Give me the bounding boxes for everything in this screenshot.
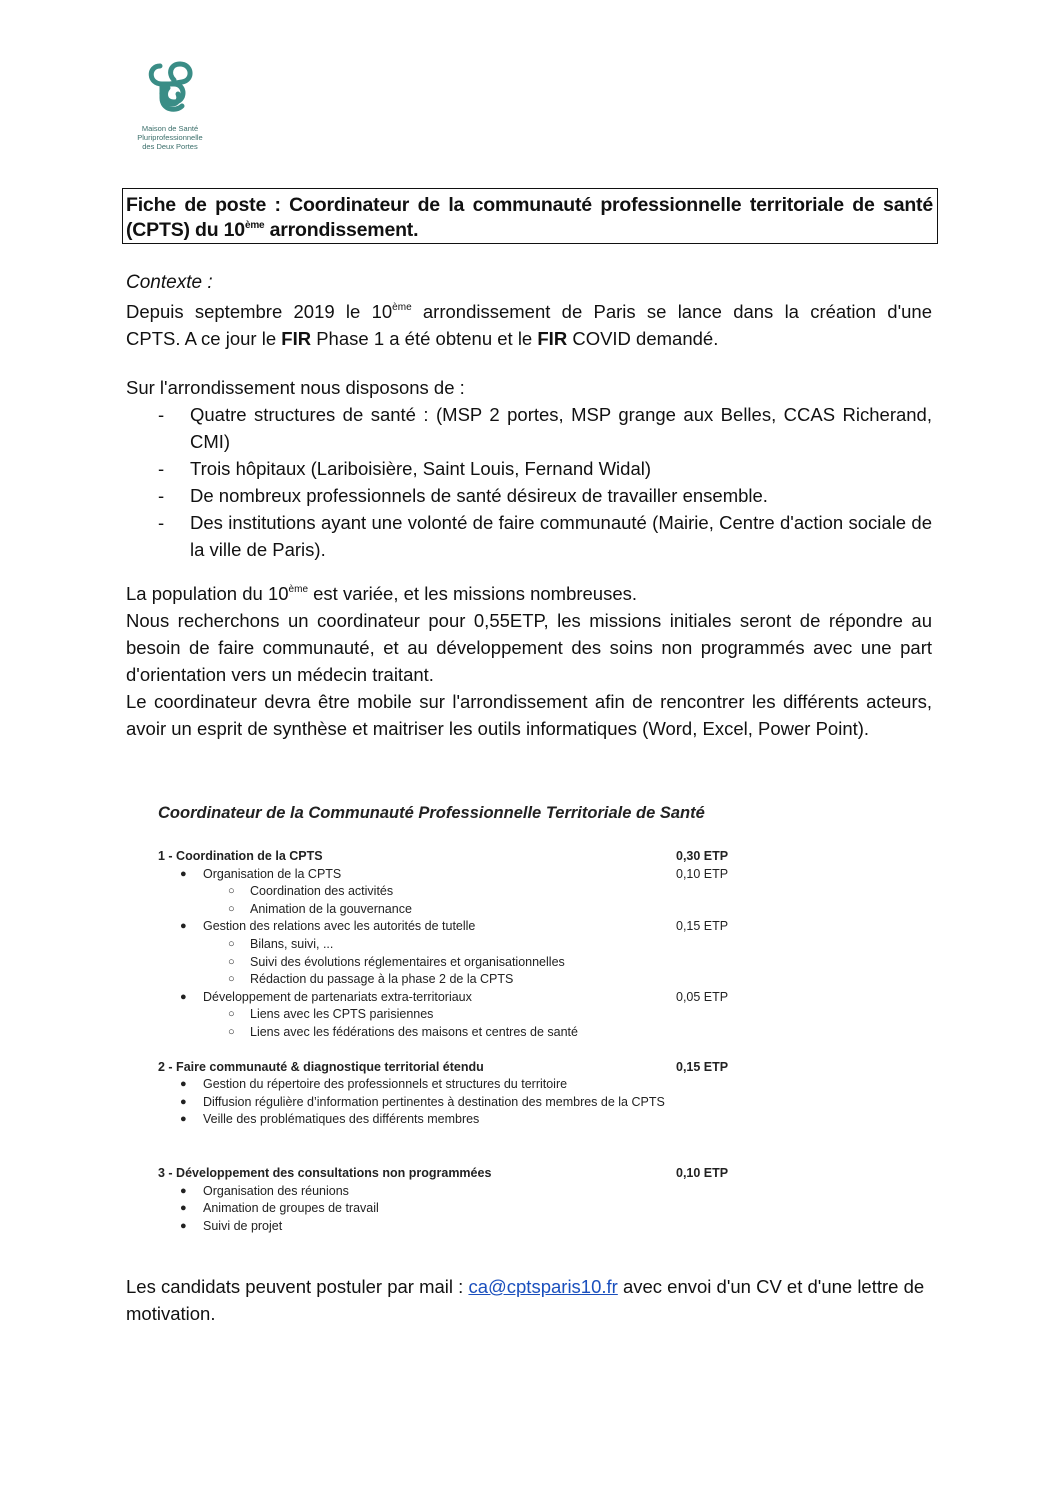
bullet-icon: ● xyxy=(180,1113,187,1126)
logo-caption-line: des Deux Portes xyxy=(142,142,198,151)
item-label: Organisation de la CPTS xyxy=(203,866,342,881)
application-text: avec envoi d'un CV et d'une lettre de motivation. xyxy=(126,1276,925,1324)
list-item-text: Des institutions ayant une volonté de faire communauté (Mairie, Centre d'action sociale de la ville de Paris). xyxy=(190,512,932,560)
item-label: Développement de partenariats extra-territoriaux xyxy=(203,989,472,1004)
population-text: La population du 10 xyxy=(126,583,289,604)
bullet-icon: ● xyxy=(180,1078,187,1091)
item-label: Suivi de projet xyxy=(203,1218,283,1233)
intro-text: Depuis septembre 2019 le 10 xyxy=(126,301,393,322)
bullet-icon: ● xyxy=(180,1095,187,1108)
bullet-icon: ● xyxy=(180,1184,187,1197)
etp-table xyxy=(158,848,738,1235)
subitem-label: Bilans, suivi, ... xyxy=(250,936,334,951)
subitem-row xyxy=(158,883,738,901)
item-row xyxy=(158,1200,738,1218)
subitem-row xyxy=(158,1006,738,1024)
item-etp: 0,05 ETP xyxy=(676,989,729,1004)
item-row xyxy=(158,1094,738,1112)
bullet-icon: ● xyxy=(180,867,187,880)
double-loop-logo-icon xyxy=(140,58,206,118)
subitem-label: Liens avec les CPTS parisiennes xyxy=(250,1007,434,1022)
list-item xyxy=(126,482,932,509)
dash-marker: - xyxy=(158,485,165,506)
dash-marker: - xyxy=(158,458,165,479)
intro-text: COVID demandé. xyxy=(567,328,719,349)
subitem-label: Suivi des évolutions réglementaires et organisationnelles xyxy=(250,954,565,969)
job-title-suffix: arrondissement. xyxy=(264,219,419,241)
intro-line-2 xyxy=(126,325,932,352)
section-label: 3 - Développement des consultations non programmées xyxy=(158,1165,492,1180)
item-etp: 0,15 ETP xyxy=(676,919,729,934)
intro-text: CPTS. A ce jour le xyxy=(126,328,282,349)
fir-abbr: FIR xyxy=(537,328,568,349)
structures-section xyxy=(126,374,932,563)
email-link[interactable]: ca@cptsparis10.fr xyxy=(468,1276,618,1297)
circle-bullet-icon: ○ xyxy=(228,885,235,898)
section-row xyxy=(158,1165,738,1183)
superscript: ème xyxy=(392,302,412,313)
circle-bullet-icon: ○ xyxy=(228,1025,235,1038)
section-label: 1 - Coordination de la CPTS xyxy=(158,849,323,863)
bullet-icon: ● xyxy=(180,920,187,933)
logo-caption xyxy=(128,124,212,151)
item-row xyxy=(158,1183,738,1201)
item-label: Veille des problématiques des différents membres xyxy=(203,1112,480,1127)
subitem-label: Liens avec les fédérations des maisons et centres de santé xyxy=(250,1024,578,1039)
mission-paragraph xyxy=(126,580,932,742)
application-note xyxy=(126,1273,932,1327)
subitem-row xyxy=(158,954,738,972)
circle-bullet-icon: ○ xyxy=(228,973,235,986)
dash-marker: - xyxy=(158,512,165,533)
list-intro: Sur l'arrondissement nous disposons de : xyxy=(126,377,465,398)
subitem-row xyxy=(158,971,738,989)
subitem-label: Rédaction du passage à la phase 2 de la CPTS xyxy=(250,972,514,987)
intro-line-1 xyxy=(126,298,932,325)
logo xyxy=(136,58,212,118)
subitem-label: Coordination des activités xyxy=(250,884,394,899)
item-label: Gestion du répertoire des professionnels et structures du territoire xyxy=(203,1077,568,1092)
spacer xyxy=(158,1042,738,1059)
circle-bullet-icon: ○ xyxy=(228,1008,235,1021)
subitem-label: Animation de la gouvernance xyxy=(250,901,412,916)
population-line xyxy=(126,580,932,607)
item-label: Organisation des réunions xyxy=(203,1183,349,1198)
item-label: Diffusion régulière d’information pertinentes à destination des membres de la CPTS xyxy=(203,1094,665,1109)
circle-bullet-icon: ○ xyxy=(228,937,235,950)
circle-bullet-icon: ○ xyxy=(228,902,235,915)
item-row xyxy=(158,1111,738,1129)
section-label: 2 - Faire communauté & diagnostique territorial étendu xyxy=(158,1059,484,1074)
subitem-row xyxy=(158,901,738,919)
item-row xyxy=(158,918,738,936)
section-etp: 0,15 ETP xyxy=(676,1059,729,1074)
section-row xyxy=(158,848,738,866)
list-item xyxy=(126,401,932,455)
list-item xyxy=(126,509,932,563)
intro-text: arrondissement de Paris se lance dans la création d'une xyxy=(411,301,932,322)
job-title-box xyxy=(122,188,938,244)
recruit-text: Nous recherchons un coordinateur pour 0,55ETP, les missions initiales seront de répondre au besoin de faire communauté, et au développement des soins non programmés avec une part d'orientation vers un médecin traitant. xyxy=(126,610,932,685)
subitem-row xyxy=(158,1024,738,1042)
logo-caption-line: Pluriprofessionnelle xyxy=(137,133,203,142)
intro-paragraph xyxy=(126,298,932,352)
dash-marker: - xyxy=(158,404,165,425)
list-item-text: Trois hôpitaux (Lariboisière, Saint Louis, Fernand Widal) xyxy=(190,458,652,479)
application-text: Les candidats peuvent postuler par mail : xyxy=(126,1276,469,1297)
list-item-text: Quatre structures de santé : (MSP 2 portes, MSP grange aux Belles, CCAS Richerand, CMI) xyxy=(190,404,932,452)
item-label: Gestion des relations avec les autorités de tutelle xyxy=(203,919,476,934)
section-row xyxy=(158,1059,738,1077)
bullet-icon: ● xyxy=(180,990,187,1003)
fir-abbr: FIR xyxy=(281,328,312,349)
logo-caption-line: Maison de Santé xyxy=(141,124,199,133)
intro-text: Phase 1 a été obtenu et le xyxy=(311,328,538,349)
item-row xyxy=(158,1076,738,1094)
title-superscript: ème xyxy=(244,220,265,231)
item-row xyxy=(158,1218,738,1236)
mobility-text: Le coordinateur devra être mobile sur l'arrondissement afin de rencontrer les différents acteurs, avoir un esprit de synthèse et maitriser les outils informatiques (Word, Excel, Power Point). xyxy=(126,691,932,739)
list-item-text: De nombreux professionnels de santé désireux de travailler ensemble. xyxy=(190,485,768,506)
spacer xyxy=(158,1129,738,1165)
population-text: est variée, et les missions nombreuses. xyxy=(308,583,638,604)
contexte-heading: Contexte : xyxy=(126,272,213,293)
item-row xyxy=(158,866,738,884)
structures-list xyxy=(126,401,932,563)
job-title-text: Fiche de poste : Coordinateur de la communauté professionnelle territoriale de santé (CPTS) du 10 xyxy=(126,194,933,241)
subitem-row xyxy=(158,936,738,954)
item-row xyxy=(158,989,738,1007)
bullet-icon: ● xyxy=(180,1202,187,1215)
table-title: Coordinateur de la Communauté Professionnelle Territoriale de Santé xyxy=(158,804,705,822)
superscript: ème xyxy=(288,584,308,595)
bullet-icon: ● xyxy=(180,1219,187,1232)
item-label: Animation de groupes de travail xyxy=(203,1201,379,1216)
item-etp: 0,10 ETP xyxy=(676,866,729,881)
section-etp: 0,30 ETP xyxy=(676,849,729,863)
list-item xyxy=(126,455,932,482)
circle-bullet-icon: ○ xyxy=(228,955,235,968)
section-etp: 0,10 ETP xyxy=(676,1165,729,1180)
